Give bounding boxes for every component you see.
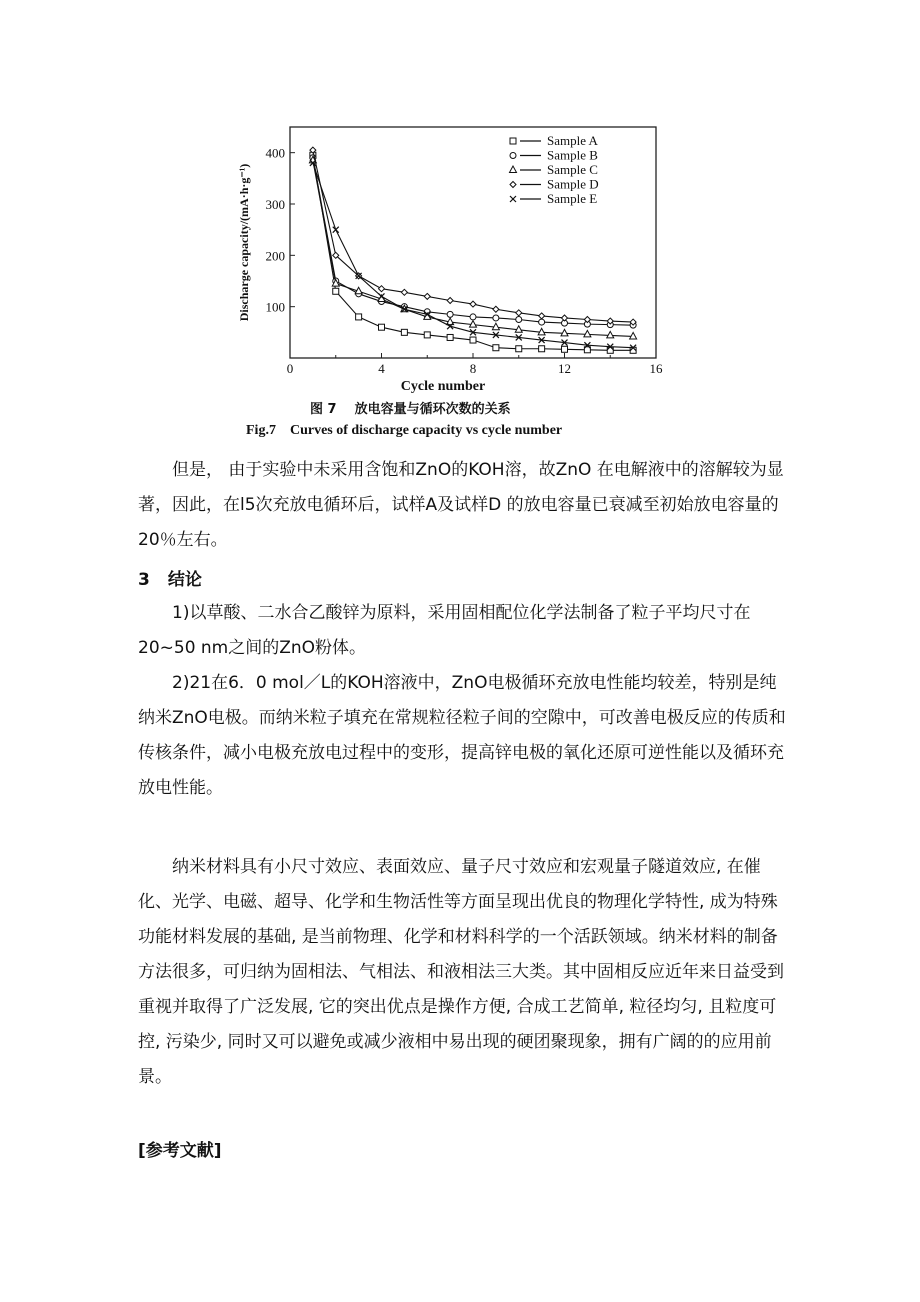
data-point [470, 337, 476, 343]
section-title: 结论 [167, 570, 202, 590]
x-tick-label: 0 [286, 361, 294, 376]
x-axis-label: Cycle number [400, 379, 486, 394]
x-tick-label: 16 [649, 361, 663, 376]
data-point [379, 324, 385, 330]
legend-label: Sample B [547, 147, 598, 163]
legend-marker [510, 138, 516, 144]
legend-label: Sample C [547, 162, 598, 177]
data-point [539, 313, 545, 319]
y-tick-label: 300 [265, 197, 285, 212]
data-point [607, 331, 614, 338]
data-point [379, 286, 385, 292]
data-point [470, 301, 476, 307]
data-point [562, 346, 568, 352]
data-point [493, 345, 499, 351]
data-point [516, 346, 522, 352]
conclusion-item-2: 2)21在6．0 mol／L的KOH溶液中，ZnO电极循环充放电性能均较差，特别是纯纳米ZnO电极。而纳米粒子填充在常规粒径粒子间的空隙中，可改善电极反应的传质和传核条件，减小电极充放电过程中的变形，提高锌电极的氧化还原可逆性能以及循环充放电性能。 [138, 673, 786, 798]
paragraph-discussion-block [138, 453, 788, 558]
conclusion-block [138, 596, 788, 806]
discharge-capacity-chart [228, 115, 668, 395]
data-point [561, 329, 568, 336]
legend-marker [510, 153, 516, 159]
figure-number-en: Fig.7 [246, 423, 276, 438]
figure-caption-cn [310, 398, 670, 417]
figure-caption-en [246, 423, 666, 439]
data-point [539, 319, 545, 325]
data-point [516, 317, 522, 323]
data-point [424, 293, 430, 299]
figure-number-cn: 图 7 [310, 402, 337, 417]
data-point [424, 332, 430, 338]
legend [510, 133, 599, 206]
data-point [447, 298, 453, 304]
references-heading [138, 1136, 222, 1161]
data-point [470, 314, 476, 320]
summary-block [138, 850, 788, 1095]
legend-label: Sample E [547, 191, 598, 206]
section-heading [138, 565, 202, 590]
data-point [630, 332, 637, 339]
conclusion-item-1: 1)以草酸、二水合乙酸锌为原料，采用固相配位化学法制备了粒子平均尺寸在20~50 nm之间的ZnO粉体。 [138, 603, 751, 658]
x-tick-label: 8 [469, 361, 477, 376]
x-tick-label: 4 [378, 361, 385, 376]
figure-title-cn: 放电容量与循环次数的关系 [354, 402, 511, 417]
data-point [356, 314, 362, 320]
data-point [447, 334, 453, 340]
data-point [401, 289, 407, 295]
data-point [562, 315, 568, 321]
references-label: [参考文献] [138, 1141, 222, 1161]
y-tick-label: 100 [265, 299, 285, 315]
y-axis-label: Discharge capacity/(mA·h·g⁻¹) [237, 163, 251, 322]
paragraph-discussion: 但是， 由于实验中未采用含饱和ZnO的KOH溶，故ZnO 在电解液中的溶解较为显著，因此，在l5次充放电循环后，试样A及试样D 的放电容量已衰减至初始放电容量的20％左右。 [138, 460, 784, 550]
summary-paragraph: 纳米材料具有小尺寸效应、表面效应、量子尺寸效应和宏观量子隧道效应, 在催化、光学、电磁、超导、化学和生物活性等方面呈现出优良的物理化学特性, 成为特殊功能材料发展的基础, 是当前物理、化学和材料科学的一个活跃领域。纳米材料的制备方法很多，可归纳为固相法、气相法、和液相法三大类。其中固相反应近年来日益受到重视并取得了广泛发展, 它的突出优点是操作方便, 合成工艺简单, 粒径均匀, 且粒度可控, 污染少, 同时又可以避免或减少液相中易出现的硬团聚现象，拥有广阔的的应用前景。 [138, 857, 784, 1087]
legend-marker [510, 166, 517, 173]
legend-label: Sample D [547, 176, 599, 192]
figure-title-en: Curves of discharge capacity vs cycle number [289, 423, 563, 438]
data-point [401, 329, 407, 335]
data-point [493, 315, 499, 321]
data-point [584, 330, 591, 337]
y-tick-label: 400 [265, 145, 285, 161]
data-point [447, 311, 453, 317]
data-point [493, 306, 499, 312]
legend-label: Sample A [547, 133, 598, 148]
data-point [539, 346, 545, 352]
data-point [516, 310, 522, 316]
x-tick-label: 12 [558, 361, 571, 376]
data-point [333, 288, 339, 294]
figure-7 [228, 115, 668, 445]
section-number: 3 [138, 570, 150, 590]
legend-marker [510, 182, 516, 188]
y-tick-label: 200 [265, 248, 285, 264]
